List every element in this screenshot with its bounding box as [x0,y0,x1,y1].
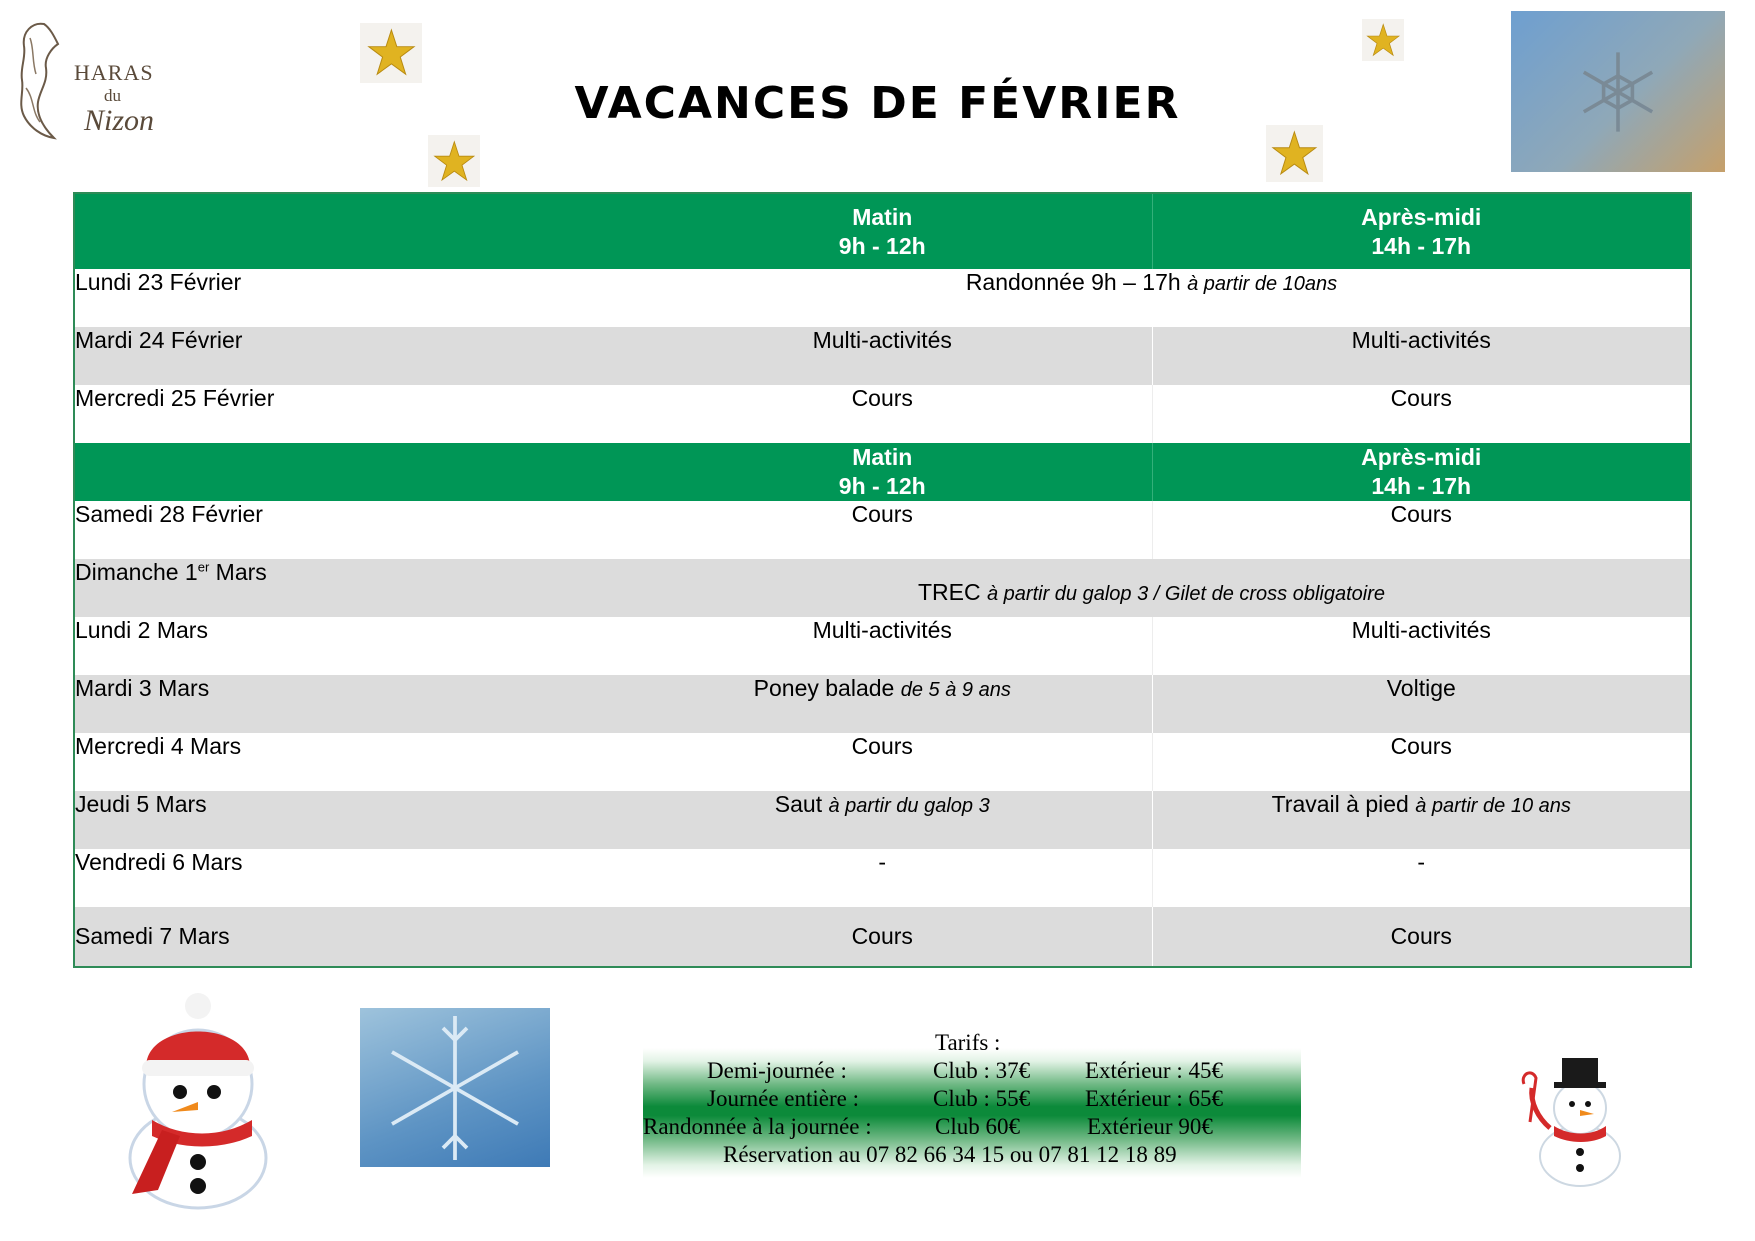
morning-cell: Cours [851,733,913,759]
tarif-exterieur: Extérieur : 45€ [1085,1058,1223,1083]
snowflake-photo [360,1008,550,1167]
morning-cell: Multi-activités [613,327,1152,385]
header-morning: Matin 9h - 12h [613,443,1152,501]
day-cell: Dimanche 1er Mars [74,559,613,617]
afternoon-cell: Multi-activités [1152,327,1691,385]
activity-cell: Randonnée 9h – 17h à partir de 10ans [965,269,1338,295]
table-row [74,617,1691,675]
day-cell: Lundi 23 Février [75,269,242,295]
page-title: VACANCES DE FÉVRIER [574,78,1181,129]
afternoon-cell: Cours [1152,733,1691,791]
day-cell: Mardi 3 Mars [74,675,613,733]
tarif-label: Randonnée à la journée : [643,1114,872,1139]
snowman-top-hat-icon [1510,1048,1640,1188]
day-cell: Samedi 7 Mars [74,907,613,967]
gold-star-icon [1266,125,1323,182]
tarifs-block [643,1030,1301,1178]
header-empty-cell [74,193,613,269]
afternoon-cell: Voltige [1152,675,1691,733]
table-header-row [74,443,1691,501]
logo-du-text: du [104,86,121,105]
tarif-label: Demi-journée : [707,1058,847,1083]
day-cell: Mercredi 25 Février [75,385,275,411]
afternoon-cell: Multi-activités [1152,617,1691,675]
table-row [74,269,1691,327]
logo-nizon-text: Nizon [84,104,155,137]
activity-cell: TREC à partir du galop 3 / Gilet de cross obligatoire [613,559,1691,617]
day-cell: Jeudi 5 Mars [74,791,613,849]
morning-cell: Multi-activités [812,617,952,643]
schedule-table [73,192,1692,968]
afternoon-cell: Cours [1152,385,1691,443]
snowman-red-hat-icon [102,980,290,1212]
header-empty-cell [74,443,613,501]
morning-cell: Poney balade de 5 à 9 ans [613,675,1152,733]
table-row [74,559,1691,617]
day-cell: Mardi 24 Février [74,327,613,385]
afternoon-cell: Travail à pied à partir de 10 ans [1152,791,1691,849]
tarif-exterieur: Extérieur 90€ [1087,1114,1213,1139]
day-cell: Lundi 2 Mars [75,617,208,643]
tarif-label: Journée entière : [707,1086,859,1111]
tarifs-heading: Tarifs : [935,1030,1001,1055]
tarif-club: Club 60€ [935,1114,1020,1139]
table-row [74,675,1691,733]
tarif-club: Club : 37€ [933,1058,1031,1083]
morning-cell: Cours [851,501,913,527]
tarif-club: Club : 55€ [933,1086,1031,1111]
afternoon-cell: Cours [1152,907,1691,967]
table-row [74,791,1691,849]
gold-star-icon [1362,19,1404,61]
header-afternoon: Après-midi 14h - 17h [1152,443,1691,501]
afternoon-cell: Cours [1152,501,1691,559]
snowflake-icon [380,1013,530,1163]
header-morning: Matin 9h - 12h [613,193,1152,269]
day-cell: Mercredi 4 Mars [75,733,242,759]
morning-cell: Cours [851,385,913,411]
table-row [74,733,1691,791]
day-cell: Samedi 28 Février [75,501,263,527]
day-cell: Vendredi 6 Mars [75,849,243,875]
table-row [74,501,1691,559]
table-row [74,327,1691,385]
logo-haras-text: HARAS [74,60,154,85]
reservation-text: Réservation au 07 82 66 34 15 ou 07 81 12 18 89 [723,1142,1177,1167]
afternoon-cell: - [1152,849,1691,907]
table-row [74,385,1691,443]
morning-cell: - [878,849,887,875]
table-header-row [74,193,1691,269]
gold-star-icon [360,23,422,83]
gold-star-icon [428,135,480,187]
morning-cell: Saut à partir du galop 3 [613,791,1152,849]
table-row [74,849,1691,907]
tarif-exterieur: Extérieur : 65€ [1085,1086,1223,1111]
morning-cell: Cours [613,907,1152,967]
table-row [74,907,1691,967]
header-afternoon: Après-midi 14h - 17h [1152,193,1691,269]
